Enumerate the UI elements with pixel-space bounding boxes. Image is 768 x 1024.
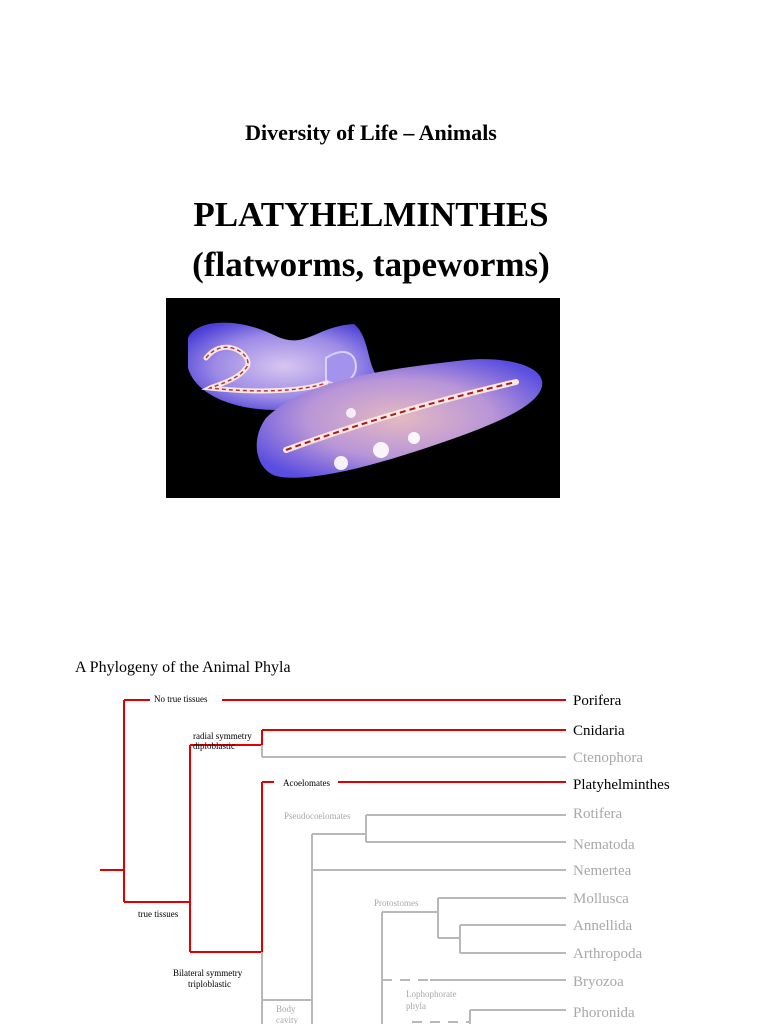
taxon-label: Ctenophora <box>573 750 643 766</box>
phylogeny-tree <box>0 680 768 1024</box>
note-triploblastic: triploblastic <box>188 979 231 989</box>
phylogeny-title: A Phylogeny of the Animal Phyla <box>75 659 291 676</box>
note-body: Body <box>276 1004 296 1014</box>
note-true-tissues: true tissues <box>138 909 179 919</box>
note-pseudocoelomates: Pseudocoelomates <box>284 811 351 821</box>
note-lophophorate: Lophophorate <box>406 989 457 999</box>
note-protostomes: Protostomes <box>374 898 419 908</box>
taxon-label: Mollusca <box>573 891 629 907</box>
taxon-label: Rotifera <box>573 806 623 822</box>
uncertain-lineages <box>312 870 470 1022</box>
flatworm-illustration <box>166 298 560 498</box>
note-acoelomates: Acoelomates <box>283 778 330 788</box>
taxon-label: Nemertea <box>573 863 632 879</box>
taxon-label: Phoronida <box>573 1005 635 1021</box>
note-bilateral-symmetry: Bilateral symmetry <box>173 968 243 978</box>
note-diploblastic: diploblastic <box>193 741 235 751</box>
taxon-label: Bryozoa <box>573 974 624 990</box>
page-title-common-names: (flatworms, tapeworms) <box>192 245 550 284</box>
page-subtitle: Diversity of Life – Animals <box>245 120 497 145</box>
note-cavity: cavity <box>276 1015 298 1024</box>
taxon-label: Annellida <box>573 918 633 934</box>
taxon-label: Arthropoda <box>573 946 643 962</box>
note-no-true-tissues: No true tissues <box>154 694 208 704</box>
page-title: PLATYHELMINTHES <box>193 195 549 234</box>
taxon-label: Platyhelminthes <box>573 777 670 793</box>
taxon-label: Cnidaria <box>573 723 625 739</box>
flatworm-photo <box>166 298 560 498</box>
taxon-label: Nematoda <box>573 837 635 853</box>
taxon-label: Porifera <box>573 693 622 709</box>
note-radial-symmetry: radial symmetry <box>193 731 252 741</box>
note-phyla: phyla <box>406 1001 426 1011</box>
